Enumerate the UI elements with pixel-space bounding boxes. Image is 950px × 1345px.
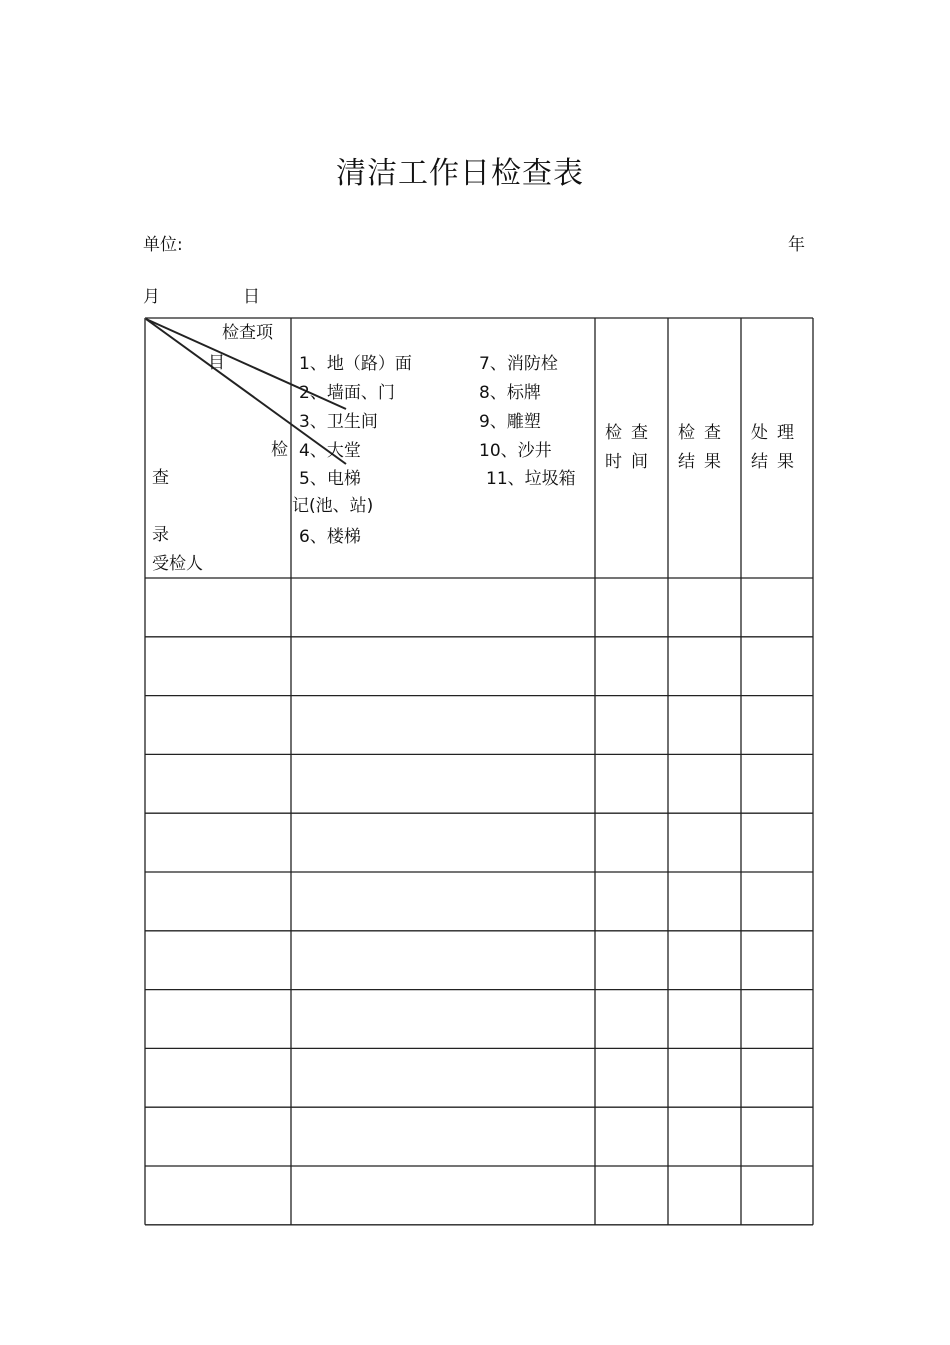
check-time-cell[interactable] [597, 1168, 666, 1223]
day-label: 日 [243, 287, 260, 307]
handling-result-cell[interactable] [743, 1168, 811, 1223]
handling-result-cell[interactable] [743, 639, 811, 694]
receiver-cell[interactable] [147, 933, 289, 988]
check-item: 4、大堂 [299, 441, 361, 461]
corner-label-check-2: 查 [152, 468, 169, 488]
header-check-time-line1: 检查 [605, 423, 657, 443]
receiver-cell[interactable] [147, 639, 289, 694]
record-cell[interactable] [293, 639, 593, 694]
check-time-cell[interactable] [597, 874, 666, 929]
check-result-cell[interactable] [670, 580, 739, 635]
header-handling-result-line2: 结果 [751, 452, 803, 472]
check-result-cell[interactable] [670, 756, 739, 811]
check-time-cell[interactable] [597, 815, 666, 870]
header-check-result-line1: 检查 [678, 423, 730, 443]
handling-result-cell[interactable] [743, 756, 811, 811]
handling-result-cell[interactable] [743, 1050, 811, 1105]
page-title: 清洁工作日检查表 [336, 156, 584, 191]
handling-result-cell[interactable] [743, 815, 811, 870]
handling-result-cell[interactable] [743, 933, 811, 988]
header-check-result [668, 419, 740, 477]
header-check-time-line2: 时间 [605, 452, 657, 472]
check-item: 11、垃圾箱 [486, 469, 576, 489]
check-time-cell[interactable] [597, 1050, 666, 1105]
record-cell[interactable] [293, 815, 593, 870]
handling-result-cell[interactable] [743, 1109, 811, 1164]
year-label: 年 [788, 235, 805, 255]
handling-result-cell[interactable] [743, 992, 811, 1047]
check-item: 3、卫生间 [299, 412, 378, 432]
check-time-cell[interactable] [597, 639, 666, 694]
corner-label-record-cut: 记(池、站) [292, 496, 374, 516]
check-result-cell[interactable] [670, 698, 739, 753]
check-result-cell[interactable] [670, 639, 739, 694]
check-result-cell[interactable] [670, 1168, 739, 1223]
check-result-cell[interactable] [670, 933, 739, 988]
unit-label: 单位: [143, 235, 183, 255]
corner-label-check-1: 检 [271, 440, 288, 460]
check-item: 7、消防栓 [479, 354, 558, 374]
header-handling-result-line1: 处理 [751, 423, 803, 443]
record-cell[interactable] [293, 580, 593, 635]
check-result-cell[interactable] [670, 874, 739, 929]
check-item: 6、楼梯 [299, 527, 361, 547]
receiver-cell[interactable] [147, 992, 289, 1047]
check-item: 8、标牌 [479, 383, 541, 403]
record-cell[interactable] [293, 933, 593, 988]
receiver-cell[interactable] [147, 1050, 289, 1105]
check-time-cell[interactable] [597, 992, 666, 1047]
receiver-cell[interactable] [147, 874, 289, 929]
header-handling-result [741, 419, 813, 477]
check-item: 10、沙井 [479, 441, 552, 461]
receiver-cell[interactable] [147, 698, 289, 753]
receiver-cell[interactable] [147, 1109, 289, 1164]
receiver-cell[interactable] [147, 580, 289, 635]
receiver-cell[interactable] [147, 1168, 289, 1223]
record-cell[interactable] [293, 992, 593, 1047]
check-time-cell[interactable] [597, 756, 666, 811]
record-cell[interactable] [293, 1050, 593, 1105]
check-result-cell[interactable] [670, 1050, 739, 1105]
record-cell[interactable] [293, 698, 593, 753]
handling-result-cell[interactable] [743, 874, 811, 929]
check-item: 2、墙面、门 [299, 383, 395, 403]
month-label: 月 [143, 287, 160, 307]
corner-label-check-items-tail: 目 [208, 353, 225, 373]
record-cell[interactable] [293, 756, 593, 811]
check-result-cell[interactable] [670, 815, 739, 870]
corner-label-record: 录 [152, 525, 169, 545]
check-item: 5、电梯 [299, 469, 361, 489]
handling-result-cell[interactable] [743, 698, 811, 753]
check-item: 1、地（路）面 [299, 354, 412, 374]
handling-result-cell[interactable] [743, 580, 811, 635]
check-item: 9、雕塑 [479, 412, 541, 432]
check-time-cell[interactable] [597, 933, 666, 988]
record-cell[interactable] [293, 1168, 593, 1223]
record-cell[interactable] [293, 874, 593, 929]
check-result-cell[interactable] [670, 992, 739, 1047]
check-time-cell[interactable] [597, 698, 666, 753]
header-check-result-line2: 结果 [678, 452, 730, 472]
receiver-cell[interactable] [147, 756, 289, 811]
check-result-cell[interactable] [670, 1109, 739, 1164]
corner-label-receiver: 受检人 [152, 554, 203, 574]
receiver-cell[interactable] [147, 815, 289, 870]
record-cell[interactable] [293, 1109, 593, 1164]
header-check-time [595, 419, 667, 477]
check-time-cell[interactable] [597, 580, 666, 635]
corner-label-check-items: 检查项 [222, 323, 273, 343]
check-time-cell[interactable] [597, 1109, 666, 1164]
